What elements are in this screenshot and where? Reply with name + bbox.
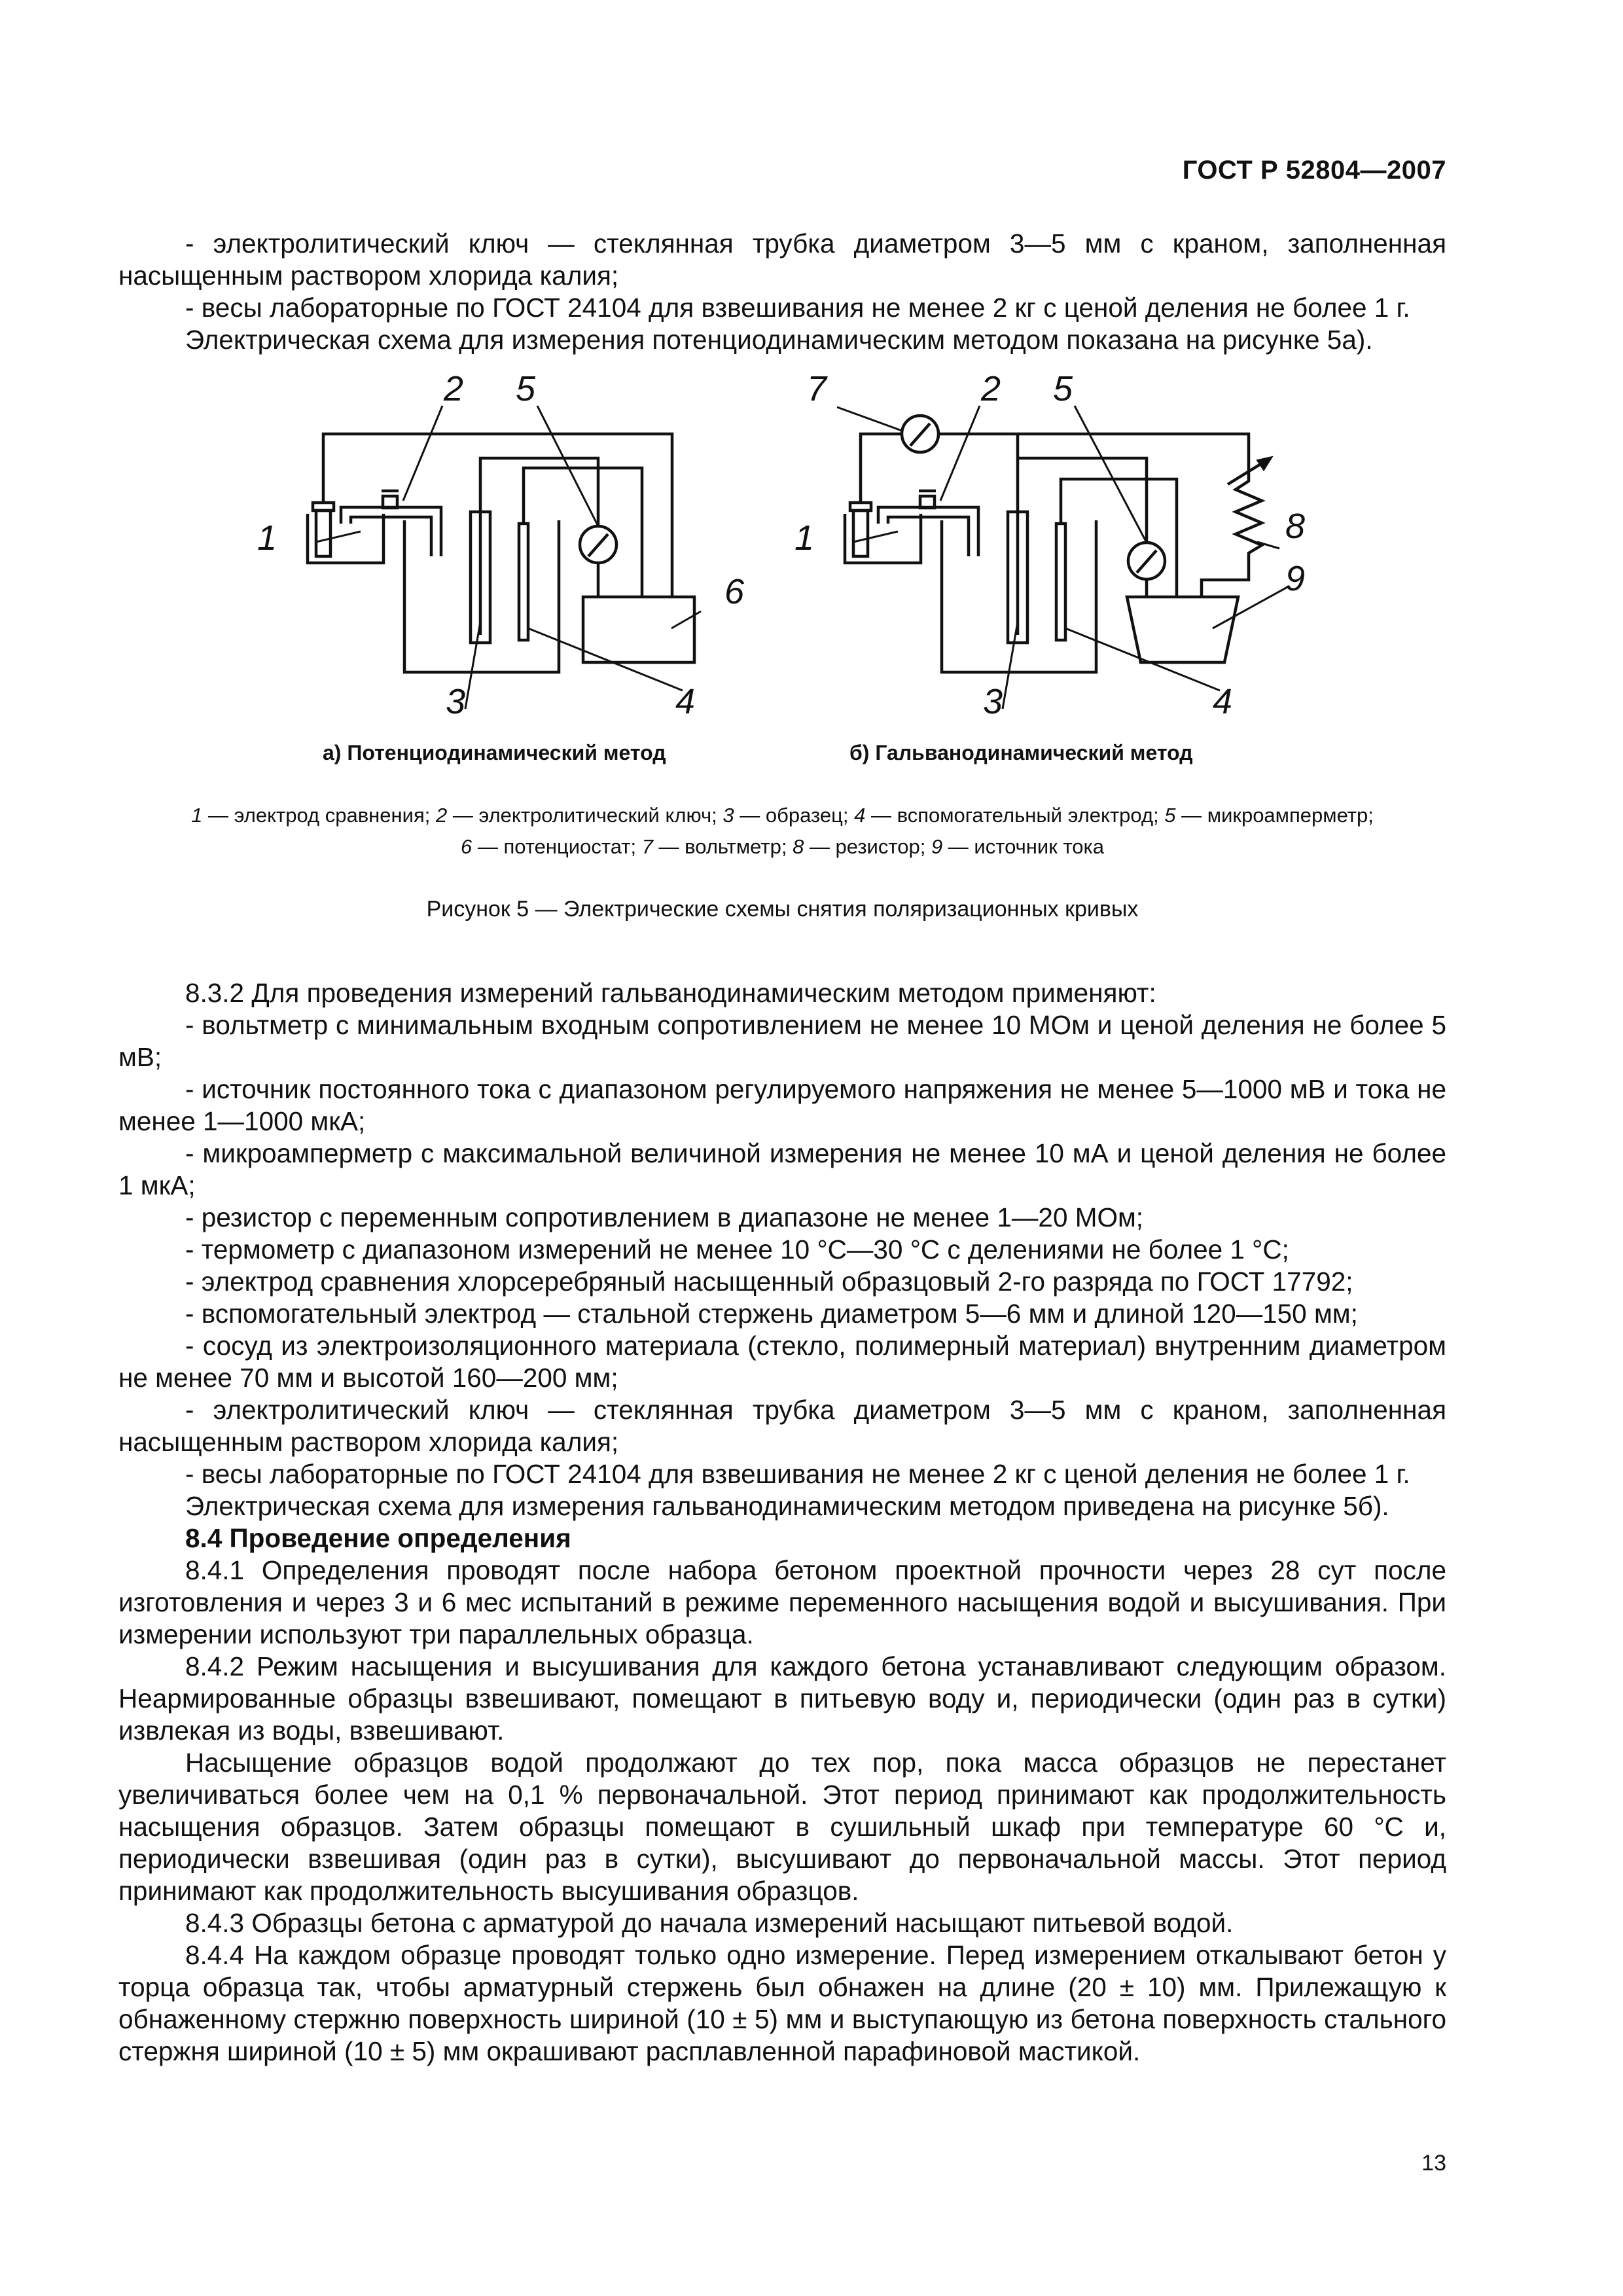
legend-line [118,831,1446,863]
leader-line-1 [316,531,361,542]
figure-title: Рисунок 5 — Электрические схемы снятия поляризационных кривых [426,897,1139,922]
label-9: 9 [1285,559,1306,598]
legend-text: — резистор; [804,835,931,858]
paragraph: 8.3.2 Для проведения измерений гальванодинамическим методом применяют: [185,978,1156,1008]
label-4: 4 [675,682,696,721]
circuit-diagrams [118,367,1446,740]
leader-line-7 [837,407,902,431]
wire [938,434,1018,478]
paragraph: 8.4.3 Образцы бетона с арматурой до начала измерений насыщают питьевой водой. [185,1908,1234,1938]
leader-line-9 [1213,586,1289,628]
paragraph: Насыщение образцов водой продолжают до тех пор, пока масса образцов не перестанет увеличиваться более чем на 0,1 % первоначальной. Этот период принимают как продолжительность насыщения образцов. Затем образцы помещают в сушильный шкаф при температуре 60 °С и, периодически взвешивая (один раз в сутки), высушивают до первоначальной массы. Этот период принимают как продолжительность высушивания образцов. [118,1748,1446,1906]
label-3: 3 [983,682,1003,721]
legend-text: — источник тока [942,835,1104,858]
microammeter-needle [1137,550,1156,573]
potentiostat [583,597,694,662]
legend-text: — потенциостат; [472,835,642,858]
label-2: 2 [444,369,464,408]
label-2: 2 [981,369,1001,408]
label-3: 3 [446,682,466,721]
intro-text [118,228,1446,356]
wire [1018,458,1147,543]
legend-number: 8 [793,835,804,858]
paragraph: - электролитический ключ — стеклянная трубка диаметром 3—5 мм с краном, заполненная насыщенным раствором хлорида калия; [118,1395,1446,1457]
paragraph: - термометр с диапазоном измерений не менее 10 °С—30 °С с делениями не более 1 °С; [185,1234,1289,1265]
reference-electrode-cap [850,503,871,511]
legend-text: — вольтметр; [652,835,793,858]
section-heading: 8.4 Проведение определения [185,1523,571,1553]
figure-caption-a: а) Потенциодинамический метод [323,741,666,764]
label-1: 1 [257,518,277,558]
paragraph: - электрод сравнения хлорсеребряный насыщенный образцовый 2-го разряда по ГОСТ 17792; [185,1266,1353,1297]
paragraph: - весы лабораторные по ГОСТ 24104 для взвешивания не менее 2 кг с ценой деления не более 1 г. [185,293,1410,323]
page-number: 13 [1421,2151,1446,2176]
paragraph: Электрическая схема для измерения гальванодинамическим методом приведена на рисунке 5б). [185,1491,1389,1521]
figure-5 [118,367,1446,764]
leader-line-2 [403,406,442,501]
legend-number: 5 [1164,804,1176,827]
paragraph: - весы лабораторные по ГОСТ 24104 для взвешивания не менее 2 кг с ценой деления не более 1 г. [185,1459,1410,1489]
figure-caption-b: б) Гальванодинамический метод [849,741,1193,764]
voltmeter-needle [910,423,930,446]
leader-line-6 [671,611,701,628]
salt-bridge-inner [888,517,969,556]
paragraph: - микроамперметр с максимальной величиной измерения не менее 10 мА и ценой деления не более 1 мкА; [118,1138,1446,1200]
legend-number: 4 [854,804,866,827]
leader-line-3 [1003,622,1018,709]
paragraph: - вспомогательный электрод — стальной стержень диаметром 5—6 мм и длиной 120—150 мм; [185,1299,1358,1329]
leader-line-3 [465,622,480,709]
reference-electrode-cap [313,503,334,511]
wire [1018,434,1249,471]
auxiliary-electrode [519,524,528,640]
legend-text: — электрод сравнения; [202,804,436,827]
paragraph: - электролитический ключ — стеклянная трубка диаметром 3—5 мм с краном, заполненная насыщенным раствором хлорида калия; [118,228,1446,291]
legend-line [118,800,1446,831]
figure-legend [118,800,1446,863]
auxiliary-electrode [1056,524,1065,640]
leader-line-1 [853,531,898,542]
wire [861,434,902,503]
label-5: 5 [1053,369,1073,408]
label-1: 1 [794,518,815,558]
body-text [118,977,1446,2068]
wire [1061,479,1177,597]
potentiodynamic-circuit [308,406,701,709]
document-header: ГОСТ Р 52804—2007 [1182,156,1446,185]
leader-line-4 [1065,628,1220,691]
legend-text: — вспомогательный электрод; [865,804,1165,827]
salt-bridge-inner [351,517,431,556]
variable-resistor [1236,471,1262,563]
leader-line-5 [537,406,598,526]
label-8: 8 [1285,507,1306,546]
legend-text: — образец; [734,804,855,827]
reference-electrode [853,511,868,556]
microammeter-needle [588,534,608,556]
label-5: 5 [516,369,536,408]
legend-number: 9 [931,835,943,858]
legend-number: 6 [461,835,473,858]
legend-number: 7 [641,835,653,858]
wire [1202,563,1249,597]
paragraph: 8.4.1 Определения проводят после набора бетоном проектной прочности через 28 сут после изготовления и через 3 и 6 мес испытаний в режиме переменного насыщения водой и высушивания. При измерении используют три параллельных образца. [118,1555,1446,1649]
paragraph: - источник постоянного тока с диапазоном регулируемого напряжения не менее 5—1000 мВ и тока не менее 1—1000 мкА; [118,1074,1446,1136]
legend-number: 3 [722,804,734,827]
legend-number: 2 [435,804,448,827]
paragraph: 8.4.4 На каждом образце проводят только одно измерение. Перед измерением откалывают бетон у торца образца так, чтобы арматурный стержень был обнажен на длине (20 ± 10) мм. Прилежащую к обнаженному стержню поверхность шириной (10 ± 5) мм и выступающую из бетона поверхность стального стержня шириной (10 ± 5) мм окрашивают расплавленной парафиновой мастикой. [118,1940,1446,2066]
legend-text: — микроамперметр; [1175,804,1374,827]
paragraph: 8.4.2 Режим насыщения и высушивания для каждого бетона устанавливают следующим образом. Неармированные образцы взвешивают, помещают в питьевую воду и, периодически (один раз в сутки) извлекая из воды, взвешивают. [118,1651,1446,1746]
legend-text: — электролитический ключ; [447,804,723,827]
resistor-arrowhead [1258,458,1270,469]
paragraph: - сосуд из электроизоляционного материала (стекло, полимерный материал) внутренним диаметром не менее 70 мм и высотой 160—200 мм; [118,1331,1446,1393]
paragraph: - вольтметр с минимальным входным сопротивлением не менее 10 МОм и ценой деления не более 5 мВ; [118,1010,1446,1072]
legend-number: 1 [191,804,203,827]
leader-line-5 [1075,406,1147,543]
label-6: 6 [724,572,745,611]
label-7: 7 [807,369,827,408]
paragraph: Электрическая схема для измерения потенциодинамическим методом показана на рисунке 5а). [185,325,1373,355]
galvanodynamic-circuit [837,406,1289,709]
label-4: 4 [1213,682,1233,721]
reference-electrode [316,511,330,556]
leader-line-2 [940,406,980,501]
current-source [1127,597,1238,662]
paragraph: - резистор с переменным сопротивлением в диапазоне не менее 1—20 МОм; [185,1202,1144,1232]
leader-line-4 [528,628,683,691]
